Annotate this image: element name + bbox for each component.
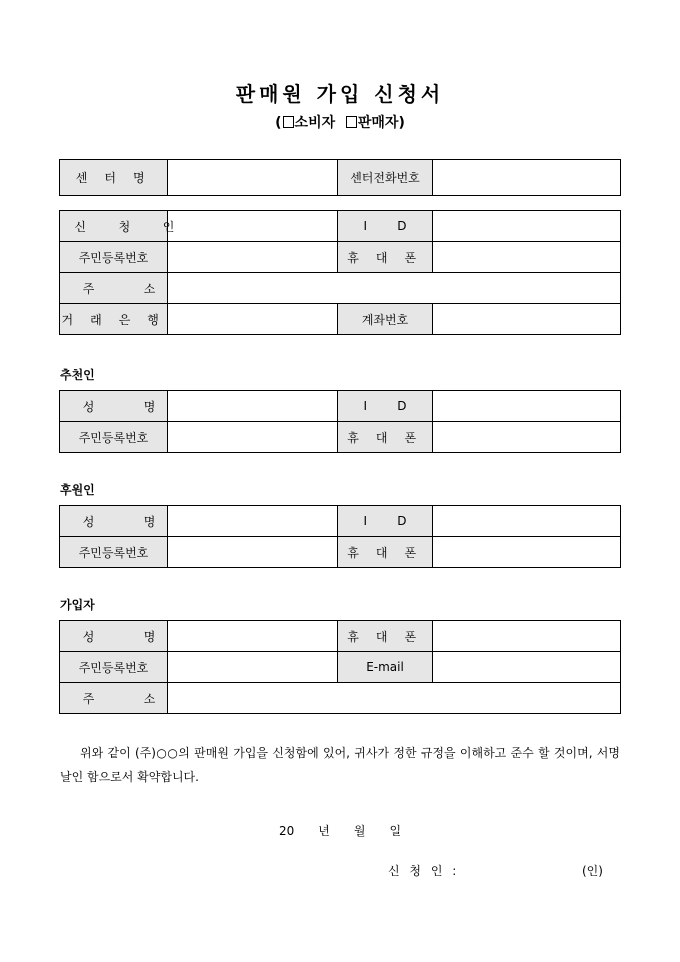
- agreement-statement: 위와 같이 (주)○○의 판매원 가입을 신청함에 있어, 귀사가 정한 규정을 이해하고 준수 할 것이며, 서명날인 함으로서 확약합니다.: [60, 746, 620, 784]
- form-title: 판매원 가입 신청서: [235, 82, 445, 106]
- member-mobile-field[interactable]: [433, 621, 621, 652]
- center-name-field[interactable]: [168, 160, 338, 196]
- applicant-bank-label: 거 래 은 행: [60, 304, 168, 335]
- date-year-prefix: 20: [278, 824, 295, 838]
- date-day-label: 일: [389, 824, 402, 838]
- applicant-account-field[interactable]: [433, 304, 621, 335]
- sponsor-rrn-label: 주민등록번호: [60, 537, 168, 568]
- recommender-section-title: 추천인: [60, 368, 95, 382]
- applicant-rrn-label: 주민등록번호: [60, 242, 168, 273]
- recommender-id-label: I D: [338, 391, 433, 422]
- member-section-title: 가입자: [60, 598, 95, 612]
- recommender-mobile-field[interactable]: [433, 422, 621, 453]
- applicant-mobile-label: 휴 대 폰: [338, 242, 433, 273]
- sponsor-mobile-label: 휴 대 폰: [338, 537, 433, 568]
- applicant-info-table: [59, 210, 621, 335]
- recommender-rrn-label: 주민등록번호: [60, 422, 168, 453]
- sponsor-id-field[interactable]: [433, 506, 621, 537]
- sponsor-name-field[interactable]: [168, 506, 338, 537]
- member-info-table: [59, 620, 621, 714]
- sponsor-rrn-field[interactable]: [168, 537, 338, 568]
- sponsor-id-label: I D: [338, 506, 433, 537]
- date-line: [0, 822, 680, 839]
- member-mobile-label: 휴 대 폰: [338, 621, 433, 652]
- applicant-address-label: 주 소: [60, 273, 168, 304]
- seller-option-label: 판매자: [357, 115, 399, 131]
- applicant-id-field[interactable]: [433, 211, 621, 242]
- consumer-option-label: 소비자: [294, 115, 336, 131]
- subtitle-open-paren: (: [275, 115, 282, 131]
- date-year-label: 년: [318, 824, 330, 838]
- applicant-name-field[interactable]: [168, 211, 338, 242]
- sponsor-name-label: 성 명: [60, 506, 168, 537]
- recommender-id-field[interactable]: [433, 391, 621, 422]
- member-address-label: 주 소: [60, 683, 168, 714]
- consumer-checkbox[interactable]: [283, 116, 294, 128]
- date-month-label: 월: [353, 824, 366, 838]
- applicant-address-field[interactable]: [168, 273, 621, 304]
- sponsor-mobile-field[interactable]: [433, 537, 621, 568]
- recommender-name-field[interactable]: [168, 391, 338, 422]
- subtitle-close-paren: ): [398, 115, 405, 131]
- member-name-field[interactable]: [168, 621, 338, 652]
- center-phone-label: 센터전화번호: [338, 160, 433, 196]
- applicant-mobile-field[interactable]: [433, 242, 621, 273]
- center-info-table: [59, 159, 621, 196]
- member-rrn-field[interactable]: [168, 652, 338, 683]
- member-address-field[interactable]: [168, 683, 621, 714]
- member-name-label: 성 명: [60, 621, 168, 652]
- member-email-field[interactable]: [433, 652, 621, 683]
- applicant-rrn-field[interactable]: [168, 242, 338, 273]
- recommender-mobile-label: 휴 대 폰: [338, 422, 433, 453]
- form-type-selector: [0, 112, 680, 132]
- applicant-name-label: 신 청 인: [60, 211, 168, 242]
- sponsor-section-title: 후원인: [60, 483, 95, 497]
- center-phone-field[interactable]: [433, 160, 621, 196]
- member-email-label: E-mail: [338, 652, 433, 683]
- applicant-id-label: I D: [338, 211, 433, 242]
- member-rrn-label: 주민등록번호: [60, 652, 168, 683]
- recommender-info-table: [59, 390, 621, 453]
- signature-label: 신 청 인 :: [388, 864, 460, 878]
- applicant-bank-field[interactable]: [168, 304, 338, 335]
- center-name-label: 센 터 명: [60, 160, 168, 196]
- applicant-account-label: 계좌번호: [338, 304, 433, 335]
- recommender-rrn-field[interactable]: [168, 422, 338, 453]
- recommender-name-label: 성 명: [60, 391, 168, 422]
- sponsor-info-table: [59, 505, 621, 568]
- seller-checkbox[interactable]: [346, 116, 357, 128]
- signature-seal-mark[interactable]: (인): [582, 864, 603, 878]
